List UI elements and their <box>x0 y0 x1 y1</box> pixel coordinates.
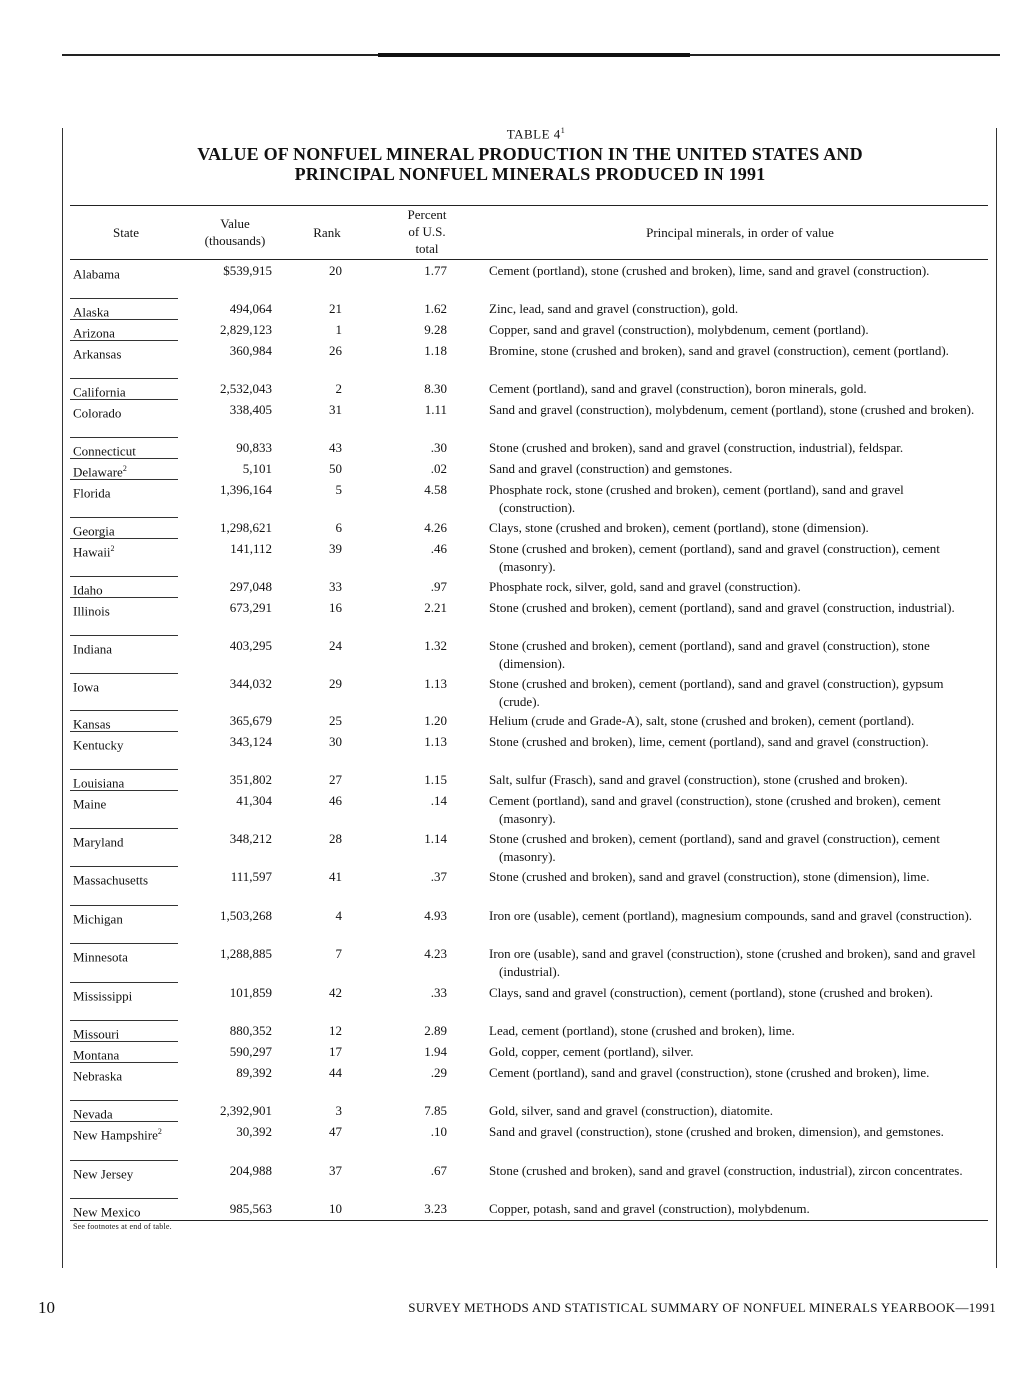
cell-percent: 2.21 <box>424 600 447 615</box>
cell-rank: 28 <box>329 831 342 846</box>
footnote: See footnotes at end of table. <box>73 1222 172 1231</box>
state-rule <box>70 1062 178 1063</box>
cell-minerals: Cement (portland), sand and gravel (construction), stone (crushed and broken), lime. <box>489 1065 930 1080</box>
state-rule <box>70 1041 178 1042</box>
cell-value: 2,392,901 <box>220 1103 272 1118</box>
cell-state: Colorado <box>73 405 122 421</box>
cell-value: 403,295 <box>229 638 272 653</box>
cell-state: Maryland <box>73 834 124 850</box>
state-rule <box>70 479 178 480</box>
state-rule <box>70 517 178 518</box>
cell-percent: .33 <box>430 985 447 1000</box>
cell-percent: 4.93 <box>424 908 447 923</box>
cell-state: Georgia <box>73 523 115 539</box>
header-bottom-rule <box>70 259 988 260</box>
cell-minerals: Phosphate rock, stone (crushed and broken), cement (portland), sand and gravel (construction). <box>489 482 904 515</box>
cell-rank: 43 <box>329 440 342 455</box>
cell-value: 2,829,123 <box>220 322 272 337</box>
cell-state: Missouri <box>73 1026 120 1042</box>
cell-value: 2,532,043 <box>220 381 272 396</box>
cell-value: 365,679 <box>229 713 272 728</box>
cell-value: 344,032 <box>229 676 272 691</box>
cell-percent: 1.62 <box>424 301 447 316</box>
cell-state: Hawaii$^2$ <box>73 544 115 560</box>
top-rule-accent <box>378 53 690 57</box>
cell-value: $539,915 <box>223 263 272 278</box>
cell-rank: 30 <box>329 734 342 749</box>
state-rule <box>70 1160 178 1161</box>
cell-value: 5,101 <box>242 461 272 476</box>
cell-rank: 7 <box>335 946 342 961</box>
cell-rank: 41 <box>329 869 342 884</box>
cell-state: Maine <box>73 796 107 812</box>
state-rule <box>70 982 178 983</box>
cell-rank: 24 <box>329 638 342 653</box>
state-rule <box>70 635 178 636</box>
cell-state: Delaware$^2$ <box>73 464 127 480</box>
header-top-rule <box>70 205 988 206</box>
header-rank: Rank <box>313 225 341 240</box>
cell-rank: 37 <box>329 1163 342 1178</box>
cell-value: 204,988 <box>229 1163 272 1178</box>
left-border <box>62 128 63 1268</box>
cell-state: Louisiana <box>73 775 125 791</box>
cell-percent: 2.89 <box>424 1023 447 1038</box>
cell-state: Illinois <box>73 603 110 619</box>
cell-state: Connecticut <box>73 443 136 459</box>
cell-value: 360,984 <box>229 343 272 358</box>
cell-minerals: Copper, sand and gravel (construction), molybdenum, cement (portland). <box>489 322 869 337</box>
state-rule <box>70 769 178 770</box>
cell-value: 111,597 <box>230 869 272 884</box>
cell-minerals: Stone (crushed and broken), cement (portland), sand and gravel (construction, industrial). <box>489 600 955 615</box>
state-rule <box>70 1020 178 1021</box>
cell-rank: 21 <box>329 301 342 316</box>
cell-value: 1,288,885 <box>220 946 272 961</box>
cell-state: Indiana <box>73 641 112 657</box>
cell-state: Iowa <box>73 679 99 695</box>
cell-value: 348,212 <box>229 831 272 846</box>
cell-minerals: Stone (crushed and broken), sand and gravel (construction, industrial), zircon concentrates. <box>489 1163 963 1178</box>
state-rule <box>70 399 178 400</box>
state-rule <box>70 866 178 867</box>
cell-rank: 50 <box>329 461 342 476</box>
state-rule <box>70 673 178 674</box>
state-rule <box>70 319 178 320</box>
cell-minerals: Sand and gravel (construction), molybdenum, cement (portland), stone (crushed and broken). <box>489 402 975 417</box>
cell-percent: .37 <box>430 869 447 884</box>
cell-percent: .10 <box>430 1124 447 1139</box>
cell-state: New Mexico <box>73 1204 141 1220</box>
running-title: SURVEY METHODS AND STATISTICAL SUMMARY OF NONFUEL MINERALS YEARBOOK—1991 <box>408 1300 996 1315</box>
cell-state: New Hampshire$^2$ <box>73 1127 162 1143</box>
cell-minerals: Stone (crushed and broken), lime, cement (portland), sand and gravel (construction). <box>489 734 929 749</box>
cell-minerals: Clays, stone (crushed and broken), cement (portland), stone (dimension). <box>489 520 869 535</box>
cell-value: 673,291 <box>229 600 272 615</box>
cell-minerals: Stone (crushed and broken), sand and gravel (construction), stone (dimension), lime. <box>489 869 930 884</box>
cell-minerals: Copper, potash, sand and gravel (construction), molybdenum. <box>489 1201 810 1216</box>
state-rule <box>70 378 178 379</box>
cell-rank: 2 <box>335 381 342 396</box>
cell-minerals: Cement (portland), sand and gravel (construction), boron minerals, gold. <box>489 381 867 396</box>
header-percent: Percent of U.S. total <box>407 207 447 256</box>
header-state: State <box>113 225 139 240</box>
cell-value: 985,563 <box>229 1201 272 1216</box>
cell-value: 351,802 <box>229 772 272 787</box>
cell-percent: .46 <box>430 541 447 556</box>
cell-state: Nebraska <box>73 1068 123 1084</box>
cell-value: 338,405 <box>229 402 272 417</box>
cell-rank: 25 <box>329 713 342 728</box>
state-rule <box>70 731 178 732</box>
cell-percent: .14 <box>430 793 447 808</box>
cell-rank: 44 <box>329 1065 342 1080</box>
state-rule <box>70 437 178 438</box>
cell-state: Minnesota <box>73 949 128 965</box>
cell-minerals: Zinc, lead, sand and gravel (construction), gold. <box>489 301 739 316</box>
cell-value: 90,833 <box>236 440 272 455</box>
cell-state: Arizona <box>73 325 115 341</box>
cell-percent: .30 <box>430 440 447 455</box>
cell-percent: 1.18 <box>424 343 447 358</box>
cell-rank: 47 <box>329 1124 342 1139</box>
cell-minerals: Stone (crushed and broken), cement (portland), sand and gravel (construction), stone (dimension). <box>489 638 930 671</box>
cell-minerals: Gold, silver, sand and gravel (construction), diatomite. <box>489 1103 773 1118</box>
cell-value: 590,297 <box>229 1044 272 1059</box>
state-rule <box>70 905 178 906</box>
cell-percent: 3.23 <box>424 1201 447 1216</box>
cell-rank: 20 <box>329 263 342 278</box>
right-border <box>996 128 997 1268</box>
state-rule <box>70 340 178 341</box>
cell-percent: 4.26 <box>424 520 447 535</box>
state-rule <box>70 828 178 829</box>
cell-percent: .02 <box>430 461 447 476</box>
cell-state: California <box>73 384 126 400</box>
cell-value: 343,124 <box>229 734 272 749</box>
cell-percent: 1.77 <box>424 263 447 278</box>
cell-rank: 26 <box>329 343 342 358</box>
cell-state: Montana <box>73 1047 120 1063</box>
state-rule <box>70 1121 178 1122</box>
cell-value: 89,392 <box>236 1065 272 1080</box>
cell-state: Florida <box>73 485 111 501</box>
cell-value: 41,304 <box>236 793 272 808</box>
cell-rank: 42 <box>329 985 342 1000</box>
state-rule <box>70 538 178 539</box>
state-rule <box>70 710 178 711</box>
cell-state: Nevada <box>73 1106 113 1122</box>
cell-minerals: Stone (crushed and broken), cement (portland), sand and gravel (construction), cement (masonry). <box>489 831 940 864</box>
cell-percent: 1.20 <box>424 713 447 728</box>
cell-minerals: Bromine, stone (crushed and broken), sand and gravel (construction), cement (portland). <box>489 343 949 358</box>
cell-percent: 1.15 <box>424 772 447 787</box>
cell-percent: 1.14 <box>424 831 447 846</box>
cell-percent: 7.85 <box>424 1103 447 1118</box>
cell-minerals: Lead, cement (portland), stone (crushed and broken), lime. <box>489 1023 795 1038</box>
cell-value: 1,298,621 <box>220 520 272 535</box>
cell-minerals: Stone (crushed and broken), cement (portland), sand and gravel (construction), gypsum (crude). <box>489 676 944 709</box>
cell-state: Michigan <box>73 911 123 927</box>
cell-rank: 6 <box>335 520 342 535</box>
cell-state: Alabama <box>73 266 120 282</box>
cell-rank: 12 <box>329 1023 342 1038</box>
cell-value: 880,352 <box>229 1023 272 1038</box>
cell-percent: .67 <box>430 1163 447 1178</box>
cell-percent: .97 <box>430 579 447 594</box>
cell-rank: 31 <box>329 402 342 417</box>
state-rule <box>70 597 178 598</box>
cell-rank: 10 <box>329 1201 342 1216</box>
cell-percent: 4.58 <box>424 482 447 497</box>
state-rule <box>70 576 178 577</box>
cell-percent: .29 <box>430 1065 447 1080</box>
cell-value: 297,048 <box>229 579 272 594</box>
cell-rank: 3 <box>335 1103 342 1118</box>
cell-minerals: Iron ore (usable), sand and gravel (construction), stone (crushed and broken), sand and gravel (industrial). <box>489 946 976 979</box>
cell-minerals: Phosphate rock, silver, gold, sand and gravel (construction). <box>489 579 801 594</box>
cell-percent: 1.32 <box>424 638 447 653</box>
cell-percent: 1.94 <box>424 1044 447 1059</box>
cell-state: Kansas <box>73 716 111 732</box>
cell-minerals: Helium (crude and Grade-A), salt, stone (crushed and broken), cement (portland). <box>489 713 915 728</box>
cell-value: 141,112 <box>230 541 272 556</box>
cell-state: New Jersey <box>73 1166 134 1182</box>
cell-minerals: Sand and gravel (construction), stone (crushed and broken, dimension), and gemstones. <box>489 1124 944 1139</box>
cell-percent: 9.28 <box>424 322 447 337</box>
cell-value: 30,392 <box>236 1124 272 1139</box>
cell-rank: 33 <box>329 579 342 594</box>
cell-rank: 29 <box>329 676 342 691</box>
cell-minerals: Sand and gravel (construction) and gemstones. <box>489 461 733 476</box>
cell-minerals: Cement (portland), sand and gravel (construction), stone (crushed and broken), cement (masonry). <box>489 793 941 826</box>
page-number: 10 <box>38 1298 55 1317</box>
cell-state: Massachusetts <box>73 872 149 888</box>
state-rule <box>70 943 178 944</box>
cell-value: 494,064 <box>229 301 272 316</box>
cell-minerals: Salt, sulfur (Frasch), sand and gravel (construction), stone (crushed and broken). <box>489 772 908 787</box>
cell-value: 1,396,164 <box>220 482 272 497</box>
cell-rank: 39 <box>329 541 342 556</box>
cell-rank: 4 <box>335 908 342 923</box>
cell-rank: 16 <box>329 600 342 615</box>
cell-minerals: Iron ore (usable), cement (portland), magnesium compounds, sand and gravel (construction). <box>489 908 973 923</box>
table-title-line-2: PRINCIPAL NONFUEL MINERALS PRODUCED IN 1991 <box>294 164 766 184</box>
cell-rank: 27 <box>329 772 342 787</box>
cell-percent: 1.13 <box>424 676 447 691</box>
state-rule <box>70 298 178 299</box>
table-title-line-1: VALUE OF NONFUEL MINERAL PRODUCTION IN THE UNITED STATES AND <box>197 144 863 164</box>
cell-rank: 1 <box>335 322 342 337</box>
header-value: Value (thousands) <box>204 216 266 248</box>
cell-rank: 17 <box>329 1044 342 1059</box>
state-rule <box>70 1100 178 1101</box>
cell-minerals: Gold, copper, cement (portland), silver. <box>489 1044 694 1059</box>
cell-value: 1,503,268 <box>220 908 272 923</box>
cell-percent: 4.23 <box>424 946 447 961</box>
cell-minerals: Clays, sand and gravel (construction), cement (portland), stone (crushed and broken). <box>489 985 934 1000</box>
table-number: TABLE $4^1$ <box>506 126 566 142</box>
cell-minerals: Stone (crushed and broken), sand and gravel (construction, industrial), feldspar. <box>489 440 904 455</box>
header-minerals: Principal minerals, in order of value <box>646 225 834 240</box>
cell-state: Mississippi <box>73 988 133 1004</box>
cell-rank: 46 <box>329 793 342 808</box>
cell-minerals: Stone (crushed and broken), cement (portland), sand and gravel (construction), cement (masonry). <box>489 541 940 574</box>
cell-rank: 5 <box>335 482 342 497</box>
cell-percent: 1.11 <box>424 402 447 417</box>
cell-state: Kentucky <box>73 737 124 753</box>
state-rule <box>70 790 178 791</box>
cell-percent: 8.30 <box>424 381 447 396</box>
state-rule <box>70 1198 178 1199</box>
table-bottom-rule <box>70 1220 988 1221</box>
cell-value: 101,859 <box>229 985 272 1000</box>
cell-minerals: Cement (portland), stone (crushed and broken), lime, sand and gravel (construction). <box>489 263 930 278</box>
cell-state: Arkansas <box>73 346 122 362</box>
cell-percent: 1.13 <box>424 734 447 749</box>
cell-state: Idaho <box>73 582 103 598</box>
cell-state: Alaska <box>73 304 110 320</box>
state-rule <box>70 458 178 459</box>
